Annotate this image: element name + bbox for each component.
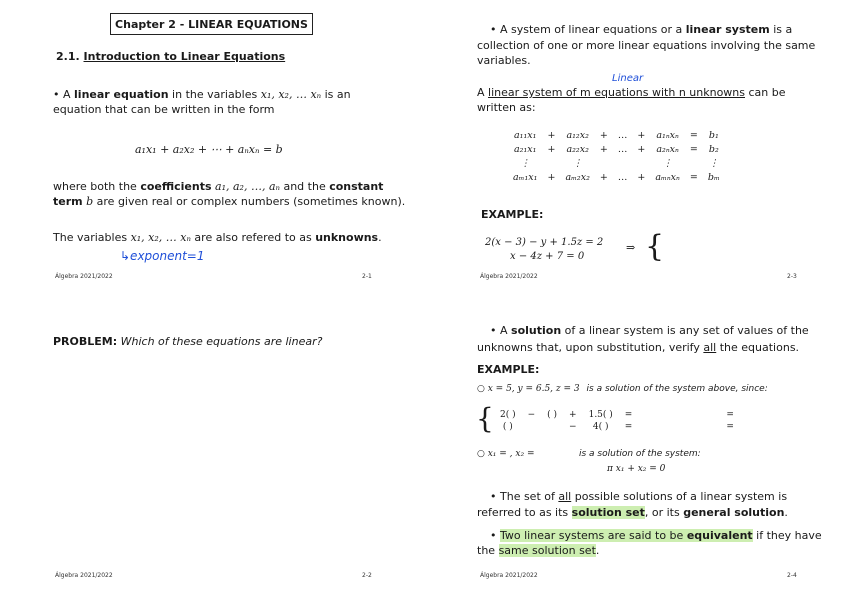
system-cell: +	[599, 143, 608, 155]
handwritten-annotation-exponent: ↳exponent=1	[120, 249, 205, 263]
solution-set-line-2: referred to as its solution set, or its general solution.	[477, 506, 788, 519]
example-equation-1: 2(x − 3) − y + 1.5z = 2	[485, 237, 604, 248]
linear-equation-formula: a₁x₁ + a₂x₂ + ⋯ + aₙxₙ = b	[135, 143, 283, 156]
verification-system	[494, 409, 740, 433]
bullet-icon: •	[490, 490, 497, 503]
system-row	[508, 142, 725, 156]
verification-cell: −	[569, 422, 577, 432]
system-cell	[542, 156, 560, 170]
equivalent-line-2: the same solution set.	[477, 544, 600, 557]
circle-bullet-icon: ○	[477, 384, 485, 394]
example-item-2-text: is a solution of the system:	[579, 449, 701, 459]
linear-system-def-line-2: written as:	[477, 101, 536, 114]
footer-left: Álgebra 2021/2022	[480, 273, 538, 280]
example-item-2-equation: π x₁ + x₂ = 0	[607, 464, 666, 474]
system-cell: a₁₁x₁	[514, 129, 537, 141]
left-brace-icon: {	[645, 229, 665, 264]
footer-left: Álgebra 2021/2022	[55, 273, 113, 280]
verification-cell: =	[624, 422, 633, 432]
verification-cell: ( )	[547, 410, 558, 420]
bullet-icon: •	[490, 23, 497, 36]
circle-bullet-icon: ○	[477, 449, 485, 459]
handwritten-annotation-linear: Linear	[612, 73, 644, 84]
system-cell: =	[689, 171, 698, 183]
verification-cell: 2( )	[500, 410, 516, 420]
system-cell: aₘ₁x₁	[513, 171, 538, 183]
example-item-1: ○ x = 5, y = 6.5, z = 3 is a solution of the system above, since:	[477, 384, 768, 394]
example-label: EXAMPLE:	[477, 363, 540, 376]
verification-row	[494, 409, 740, 421]
verification-cell: +	[569, 410, 577, 420]
verification-cell: −	[527, 410, 536, 420]
system-row	[508, 170, 725, 184]
verification-row	[494, 421, 740, 433]
system-cell: ⋮	[520, 157, 530, 169]
where-line-2: term b are given real or complex numbers (sometimes known).	[53, 195, 406, 208]
definition-line-1: • A linear equation in the variables x₁, x₂, … xₙ is an	[53, 88, 351, 101]
system-cell: …	[617, 171, 628, 183]
verification-cell: =	[726, 422, 734, 432]
general-linear-system	[508, 128, 725, 184]
system-row	[508, 156, 725, 170]
footer-left: Álgebra 2021/2022	[55, 572, 113, 579]
system-cell: +	[637, 171, 646, 183]
left-brace-icon: {	[476, 402, 494, 435]
system-cell: b₁	[708, 129, 719, 141]
system-cell	[632, 156, 650, 170]
problem-label: PROBLEM:	[53, 335, 118, 348]
system-cell: bₘ	[707, 171, 720, 183]
footer-left: Álgebra 2021/2022	[480, 572, 538, 579]
system-cell: a₂ₙxₙ	[656, 143, 679, 155]
verification-cell	[522, 421, 542, 433]
section-heading	[56, 50, 285, 63]
definition-line-2: equation that can be written in the form	[53, 103, 275, 116]
system-cell: a₂₁x₁	[514, 143, 537, 155]
solution-def-line-1: • A solution of a linear system is any set of values of the	[490, 324, 809, 337]
linear-system-def-line-1: A linear system of m equations with n unknowns can be	[477, 86, 786, 99]
system-cell: +	[547, 129, 556, 141]
footer-page-number: 2-2	[362, 572, 372, 579]
implies-arrow-icon: ⇒	[626, 241, 636, 254]
system-cell: a₁ₙxₙ	[656, 129, 679, 141]
verification-cell	[541, 421, 563, 433]
bullet-icon: •	[490, 529, 497, 542]
footer-page-number: 2-3	[787, 273, 797, 280]
problem-line	[53, 335, 322, 348]
system-cell: ⋮	[662, 157, 673, 169]
footer-page-number: 2-4	[787, 572, 797, 579]
system-cell: +	[599, 171, 608, 183]
system-cell	[685, 156, 703, 170]
system-cell: a₁₂x₂	[566, 129, 589, 141]
section-number: 2.1.	[56, 50, 80, 63]
chapter-title: Chapter 2 - LINEAR EQUATIONS	[110, 13, 313, 35]
system-def-line-3: variables.	[477, 54, 531, 67]
system-def-line-2: collection of one or more linear equations involving the same	[477, 39, 816, 52]
system-cell: aₘ₂x₂	[565, 171, 590, 183]
system-cell: …	[617, 129, 628, 141]
solution-def-line-2: unknowns that, upon substitution, verify all the equations.	[477, 341, 800, 354]
system-cell: ⋮	[709, 157, 719, 169]
system-cell: …	[617, 143, 628, 155]
system-cell: a₂₂x₂	[566, 143, 589, 155]
system-cell: aₘₙxₙ	[655, 171, 680, 183]
system-cell: +	[547, 171, 556, 183]
verification-cell: =	[624, 410, 633, 420]
footer-page-number: 2-1	[362, 273, 372, 280]
verification-cell: ( )	[502, 422, 513, 432]
bullet-icon: •	[53, 88, 60, 101]
system-cell: =	[689, 129, 698, 141]
system-cell: =	[689, 143, 698, 155]
system-cell: +	[637, 143, 646, 155]
verification-cell: 4( )	[592, 422, 609, 432]
example-label: EXAMPLE:	[481, 208, 544, 221]
verification-cell: =	[726, 410, 734, 420]
system-cell: b₂	[708, 143, 719, 155]
solution-set-line-1: • The set of all possible solutions of a linear system is	[490, 490, 788, 503]
system-def-line-1: • A system of linear equations or a linear system is a	[490, 23, 793, 36]
system-cell	[613, 156, 633, 170]
unknowns-line: The variables x₁, x₂, … xₙ are also refered to as unknowns.	[53, 231, 382, 244]
bullet-icon: •	[490, 324, 497, 337]
example-equation-2: x − 4z + 7 = 0	[510, 251, 585, 262]
system-cell	[595, 156, 613, 170]
system-row	[508, 128, 725, 142]
system-cell: +	[547, 143, 556, 155]
example-item-2: ○ x₁ = , x₂ =	[477, 449, 535, 459]
where-line-1: where both the coefficients a₁, a₂, …, aₙ and the constant	[53, 180, 384, 193]
system-cell: ⋮	[572, 157, 583, 169]
section-title: Introduction to Linear Equations	[83, 50, 286, 63]
problem-text: Which of these equations are linear?	[120, 335, 323, 348]
verification-cell: 1.5( )	[588, 410, 613, 420]
equivalent-line-1: • Two linear systems are said to be equivalent if they have	[490, 529, 822, 542]
system-cell: +	[599, 129, 608, 141]
system-cell: +	[637, 129, 646, 141]
